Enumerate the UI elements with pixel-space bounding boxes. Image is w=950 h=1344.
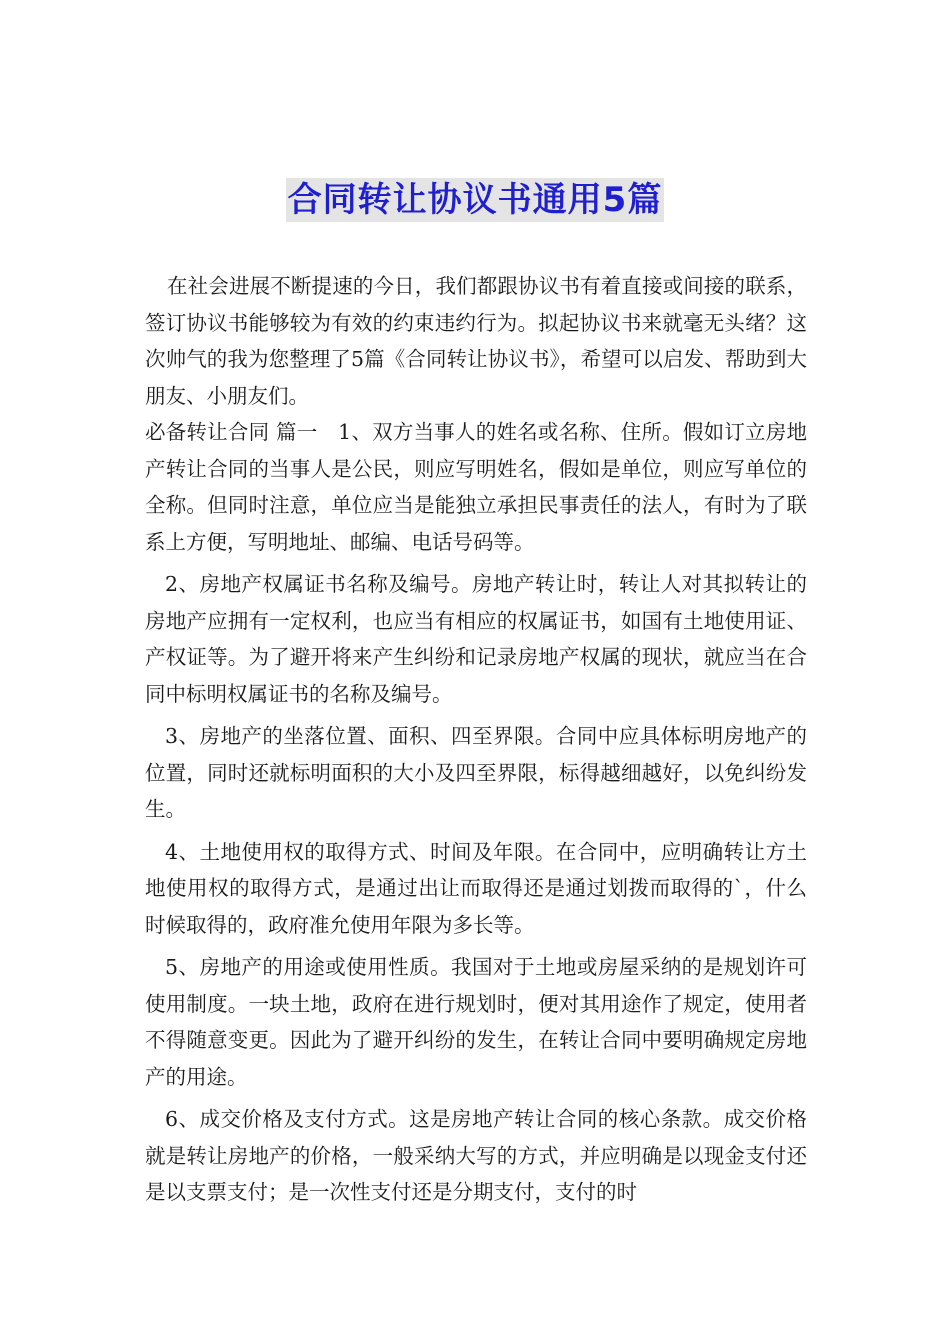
item-6-paragraph: 6、成交价格及支付方式。这是房地产转让合同的核心条款。成交价格就是转让房地产的价格，一般采纳大写的方式，并应明确是以现金支付还是以支票支付；是一次性支付还是分期支付，支付的时 (145, 1107, 807, 1204)
intro-paragraph: 在社会进展不断提速的今日，我们都跟协议书有着直接或间接的联系，签订协议书能够较为有效的约束违约行为。拟起协议书来就毫无头绪？这次帅气的我为您整理了5篇《合同转让协议书》，希望可以启发、帮助到大朋友、小朋友们。 (145, 274, 807, 408)
document-title: 合同转让协议书通用5篇 (287, 180, 663, 220)
document-body (145, 268, 807, 1211)
item-3-paragraph: 3、房地产的坐落位置、面积、四至界限。合同中应具体标明房地产的位置，同时还就标明面积的大小及四至界限，标得越细越好，以免纠纷发生。 (145, 724, 807, 821)
item-5-paragraph: 5、房地产的用途或使用性质。我国对于土地或房屋采纳的是规划许可使用制度。一块土地，政府在进行规划时，便对其用途作了规定，使用者不得随意变更。因此为了避开纠纷的发生，在转让合同中要明确规定房地产的用途。 (145, 955, 807, 1089)
item-2-paragraph: 2、房地产权属证书名称及编号。房地产转让时，转让人对其拟转让的房地产应拥有一定权利，也应当有相应的权属证书，如国有土地使用证、产权证等。为了避开将来产生纠纷和记录房地产权属的现状，就应当在合同中标明权属证书的名称及编号。 (145, 572, 807, 706)
title-container (0, 178, 950, 222)
section-one-paragraph: 必备转让合同 篇一 1、双方当事人的姓名或名称、住所。假如订立房地产转让合同的当事人是公民，则应写明姓名，假如是单位，则应写单位的全称。但同时注意，单位应当是能独立承担民事责任的法人，有时为了联系上方便，写明地址、邮编、电话号码等。 (145, 420, 807, 554)
item-4-paragraph: 4、土地使用权的取得方式、时间及年限。在合同中，应明确转让方土地使用权的取得方式，是通过出让而取得还是通过划拨而取得的`，什么时候取得的，政府准允使用年限为多长等。 (145, 839, 807, 937)
